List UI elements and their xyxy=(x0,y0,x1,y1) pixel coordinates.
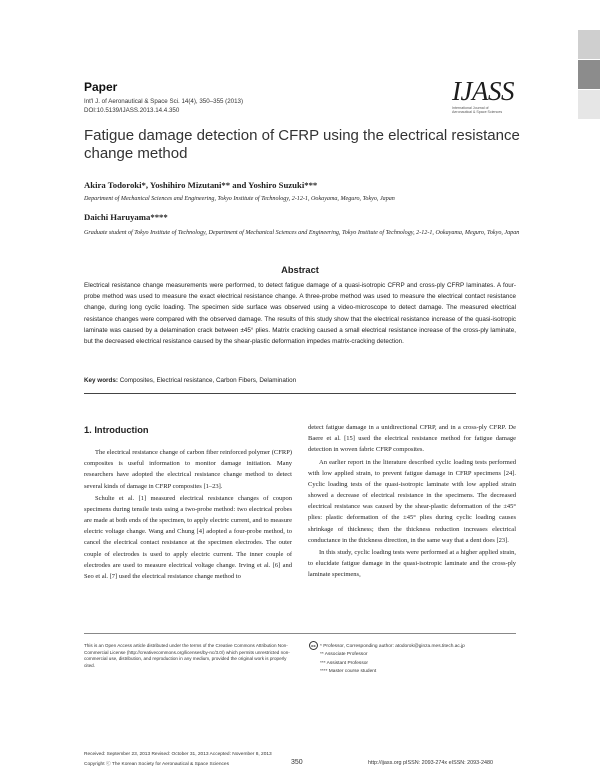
author-list: Akira Todoroki*, Yoshihiro Mizutani** and Yoshiro Suzuki*** xyxy=(84,180,318,190)
keywords xyxy=(84,377,296,384)
keywords-label: Key words: xyxy=(84,377,118,384)
body-paragraph: The electrical resistance change of carbon fiber reinforced polymer (CFRP) composites is useful information to monitor damage initiation. Many researchers have adopted the electrical resistance change method to detect several kinds of damage in CFRP composites [1–23]. xyxy=(84,449,292,490)
body-paragraph: detect fatigue damage in a unidirectional CFRP, and in a cross-ply CFRP. De Baere et al. [15] used the electrical resistance method for fatigue damage detection in woven fabric CFRP composites. xyxy=(308,424,516,454)
journal-logo-subtitle xyxy=(452,106,532,115)
footer-divider xyxy=(84,633,516,634)
section-heading: 1. Introduction xyxy=(84,425,149,435)
author-list: Daichi Haruyama**** xyxy=(84,212,168,222)
body-column-left xyxy=(84,447,292,583)
section-divider xyxy=(84,393,516,394)
body-paragraph: Schulte et al. [1] measured electrical resistance changes of coupon specimens during tensile tests using a two-probe method: two electrical probes are made at both ends of the specimen, to apply electric current, and to measure electric voltage change. Wang and Chung [4] adopted a four-probe method, to cancel the electrical contact resistance at the specimen electrodes. The outer couple of electrodes is used to apply electric current. The inner couple of electrodes are used to measure electrical voltage change. Irving et al. [6] and Seo et al. [7] used the electrical resistance change method to xyxy=(84,494,292,580)
submission-dates: Received: September 23, 2013 Revised: October 31, 2013 Accepted: November 8, 2013 xyxy=(84,752,272,757)
doi-link[interactable]: DOI:10.5139/IJASS.2013.14.4.350 xyxy=(84,107,180,114)
side-tab xyxy=(578,90,600,119)
license-notice: This is an Open Access article distributed under the terms of the Creative Commons Attribution Non-Commercial License (http://creativecommons.org/licenses/by-nc/3.0/) which permits unrestricted non-commercial use, distribution, and reproduction in any medium, provided the original work is properly cited. xyxy=(84,643,290,668)
footnote: **** Master course student xyxy=(320,669,377,675)
footnote: ** Associate Professor xyxy=(320,652,368,658)
body-column-right xyxy=(308,422,516,581)
author-footnotes xyxy=(320,643,520,677)
journal-url-issn[interactable]: http://ijass.org pISSN: 2093-274x eISSN: 2093-2480 xyxy=(368,760,493,766)
journal-reference: Int'l J. of Aeronautical & Space Sci. 14(4), 350–355 (2013) xyxy=(84,98,244,105)
logo-subtitle-line: Aeronautical & Space Sciences xyxy=(452,110,503,115)
side-tab xyxy=(578,30,600,59)
abstract-heading: Abstract xyxy=(281,265,319,275)
footnote: * Professor, Corresponding author: atodorok@ginza.mes.titech.ac.jp xyxy=(320,644,465,649)
page-number: 350 xyxy=(291,759,303,766)
creative-commons-icon: cc xyxy=(309,641,318,650)
side-tab-active xyxy=(578,60,600,89)
journal-logo xyxy=(452,78,532,115)
body-paragraph: An earlier report in the literature described cyclic loading tests performed with low applied strain, to prevent fatigue damage in CFRP specimens [24]. Cyclic loading tests of the quasi-isotropic laminate with low applied strain showed a decrease of electrical resistance in the specimens. The decreased electrical resistance was caused by the shear-plastic deformation of the ±45° plies: plastic deformation of the ±45° plies during cyclic loading causes shrinkage of thickness; then the thickness reduction increases electrical conductance in the thickness direction, in the same way that a dent does [23]. xyxy=(308,458,516,544)
logo-subtitle-line: International Journal of xyxy=(452,106,489,110)
article-type-label: Paper xyxy=(84,80,118,94)
author-affiliation: Graduate student of Tokyo Institute of Technology, Department of Mechanical Sciences and Engineering, Tokyo Institute of Technology, 2-12-1, Ookayama, Meguro, Tokyo, Japan xyxy=(84,230,520,236)
keywords-values: Composites, Electrical resistance, Carbon Fibers, Delamination xyxy=(119,377,297,384)
body-paragraph: In this study, cyclic loading tests were performed at a higher applied strain, to elucidate fatigue damage in the quasi-isotropic laminate and the cross-ply laminate specimens, xyxy=(308,548,516,579)
footnote: *** Assistant Professor xyxy=(320,660,368,666)
abstract-text: Electrical resistance change measurements were performed, to detect fatigue damage of a quasi-isotropic CFRP and cross-ply CFRP laminates. A four-probe method was used to measure the exact electrical resistance change. A three-probe method was used to measure the electrical contact resistance change, during long cyclic loading. The specimen side surface was observed using a video-microscope to detect damage. The measured electrical resistance changes were compared with the observed damage. The results of this study show that the electrical resistance increase of the quasi-isotropic laminate was caused by a delamination crack between ±45° plies. Matrix cracking caused a small electrical resistance increase of the cross-ply laminate, but the decreased electrical resistance caused by the shear-plastic deformation impedes matrix-cracking detection. xyxy=(84,282,516,346)
copyright-notice: Copyright ⓒ The Korean Society for Aeronautical & Space Sciences xyxy=(84,762,229,767)
author-affiliation: Department of Mechanical Sciences and Engineering, Tokyo Institute of Technology, 2-12-1, Ookayama, Meguro, Tokyo, Japan xyxy=(84,196,395,202)
journal-logo-mark: IJASS xyxy=(452,76,514,106)
article-title: Fatigue damage detection of CFRP using the electrical resistance change method xyxy=(84,127,520,163)
side-index-tabs xyxy=(578,30,600,120)
